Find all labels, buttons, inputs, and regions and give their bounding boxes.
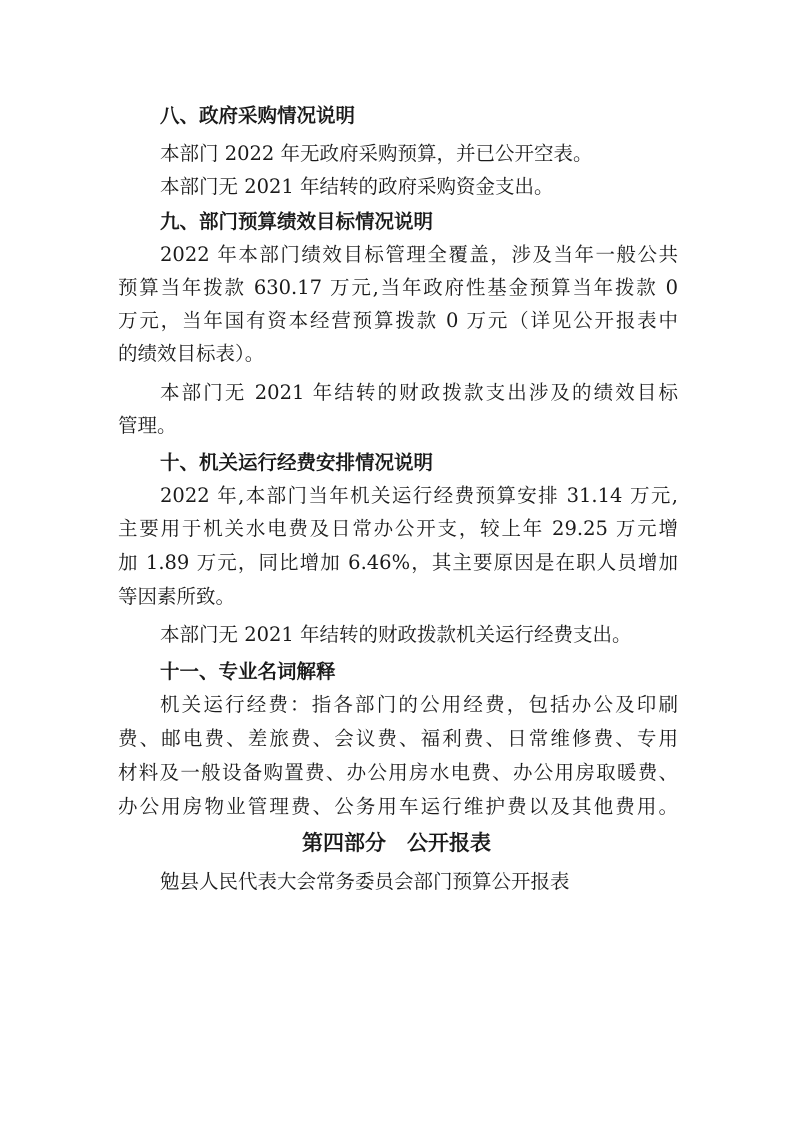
paragraph-line: 万元，当年国有资本经营预算拨款 0 万元（详见公开报表中 (118, 309, 678, 332)
section-heading-performance-goals: 九、部门预算绩效目标情况说明 (160, 210, 434, 233)
paragraph-line: 材料及一般设备购置费、办公用房水电费、办公用房取暖费、 (118, 761, 678, 784)
paragraph-line: 加 1.89 万元，同比增加 6.46%，其主要原因是在职人员增加 (118, 551, 678, 574)
paragraph-line: 预算当年拨款 630.17 万元,当年政府性基金预算当年拨款 0 (118, 276, 678, 299)
paragraph-line: 本部门无 2021 年结转的财政拨款支出涉及的绩效目标 (160, 381, 678, 404)
paragraph-line: 本部门无 2021 年结转的财政拨款机关运行经费支出。 (160, 623, 632, 646)
part-title: 第四部分 公开报表 (302, 831, 491, 855)
paragraph-line: 2022 年,本部门当年机关运行经费预算安排 31.14 万元, (160, 484, 678, 507)
paragraph-line: 主要用于机关水电费及日常办公开支，较上年 29.25 万元增 (118, 517, 678, 540)
paragraph-line: 管理。 (118, 414, 177, 437)
section-heading-government-procurement: 八、政府采购情况说明 (160, 104, 356, 127)
section-heading-operating-expenses: 十、机关运行经费安排情况说明 (160, 451, 434, 474)
section-heading-glossary: 十一、专业名词解释 (160, 660, 336, 683)
paragraph-line: 机关运行经费：指各部门的公用经费，包括办公及印刷 (160, 693, 678, 716)
paragraph-line: 等因素所致。 (118, 585, 236, 608)
paragraph-line: 的绩效目标表）。 (118, 342, 265, 365)
paragraph-line: 2022 年本部门绩效目标管理全覆盖，涉及当年一般公共 (160, 243, 678, 266)
part-subtitle: 勉县人民代表大会常务委员会部门预算公开报表 (160, 870, 570, 893)
paragraph-line: 办公用房物业管理费、公务用车运行维护费以及其他费用。 (118, 795, 678, 818)
paragraph-line: 本部门 2022 年无政府采购预算，并已公开空表。 (160, 142, 593, 165)
paragraph-line: 本部门无 2021 年结转的政府采购资金支出。 (160, 175, 554, 198)
paragraph-line: 费、邮电费、差旅费、会议费、福利费、日常维修费、专用 (118, 727, 678, 750)
